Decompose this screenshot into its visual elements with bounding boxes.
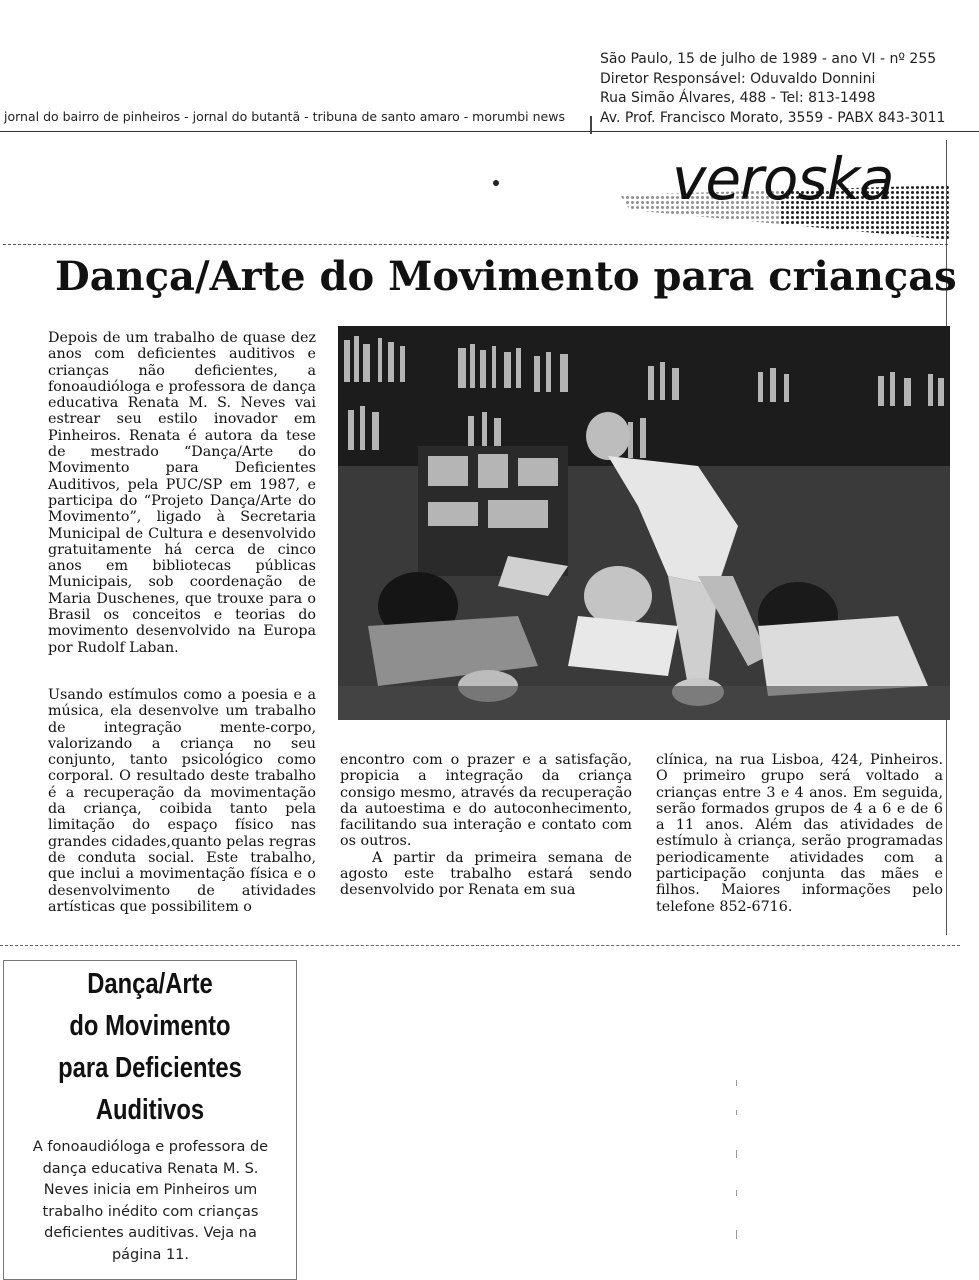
article-paragraph: A partir da primeira semana de agosto este trabalho estará sendo desenvolvido por Renata em sua xyxy=(340,849,632,899)
article-photo-children-dancing xyxy=(338,326,950,720)
director-line: Diretor Responsável: Oduvaldo Donnini xyxy=(600,70,876,87)
article-column-1a xyxy=(48,330,316,656)
article-paragraph: encontro com o prazer e a satisfação, propicia a integração da criança consigo mesmo, através da recuperação da autoestima e do autoconhecimento, facilitando sua interação e contato com os outros. xyxy=(340,752,632,850)
decorative-dot xyxy=(493,180,499,186)
article-paragraph: Depois de um trabalho de quase dez anos com deficientes auditivos e crianças não deficientes, a fonoaudióloga e professora de dança educativa Renata M. S. Neves vai estrear seu estilo inovador em Pinheiros. Renata é autora da tese de mestrado “Dança/Arte do Movimento para Deficientes Auditivos, pela PUC/SP em 1987, e participa do “Projeto Dança/Arte do Movimento”, ligado à Secretaria Municipal de Cultura e desenvolvido gratuitamente há cerca de cinco anos em bibliotecas públicas Municipais, sob coordenação de Maria Duschenes, que trouxe para o Brasil os conceitos e teorias do movimento desenvolvido na Europa por Rudolf Laban. xyxy=(48,330,316,656)
masthead-divider xyxy=(590,116,592,134)
article-paragraph: clínica, na rua Lisboa, 424, Pinheiros. O primeiro grupo será voltado a crianças entre 3 e 4 anos. Em seguida, serão formados grupos de 4 a 6 e de 6 a 11 anos. Além das atividades de estímulo à criança, serão programadas periodicamente atividades com a participação conjunta das mães e filhos. Maiores informações pelo telefone 852-6716. xyxy=(656,752,943,915)
veroska-logo: veroska xyxy=(672,145,894,213)
article-paragraph: Usando estímulos como a poesia e a música, ela desenvolve um trabalho de integração mente-corpo, valorizando a criança no seu conjunto, tanto psicológico como corporal. O resultado deste trabalho é a recuperação da movimentação da criança, coibida tanto pela limitação do espaço físico nas grandes cidades,quanto pelas regras de conduta social. Este trabalho, que inclui a movimentação física e o desenvolvimento de atividades artísticas que possibilitem o xyxy=(48,687,316,915)
article-column-2 xyxy=(340,752,632,899)
teaser-title xyxy=(29,963,270,1131)
teaser-title-line: Auditivos xyxy=(95,1094,205,1126)
teaser-title-line: para Deficientes xyxy=(58,1052,242,1084)
dashed-rule-bottom xyxy=(0,945,960,946)
scan-speckle xyxy=(735,1080,738,1250)
address-line-1: Rua Simão Álvares, 488 - Tel: 813-1498 xyxy=(600,90,876,106)
publications-line: jornal do bairro de pinheiros - jornal do butantã - tribuna de santo amaro - morumbi news xyxy=(4,109,565,124)
teaser-title-line: Dança/Arte xyxy=(87,968,213,1000)
teaser-title-line: do Movimento xyxy=(69,1010,231,1042)
article-column-1b xyxy=(48,687,316,915)
masthead-rule xyxy=(0,131,979,132)
date-line: São Paulo, 15 de julho de 1989 - ano VI - nº 255 xyxy=(600,51,937,67)
dashed-rule-top xyxy=(3,244,948,245)
address-line-2: Av. Prof. Francisco Morato, 3559 - PABX 843-3011 xyxy=(600,109,946,126)
teaser-body: A fonoaudióloga e professora de dança educativa Renata M. S. Neves inicia em Pinheiros um trabalho inédito com crianças deficientes auditivas. Veja na página 11. xyxy=(32,1139,269,1263)
masthead-info xyxy=(600,50,970,128)
article-headline: Dança/Arte do Movimento para crianças xyxy=(55,253,957,300)
article-column-3 xyxy=(656,752,943,915)
